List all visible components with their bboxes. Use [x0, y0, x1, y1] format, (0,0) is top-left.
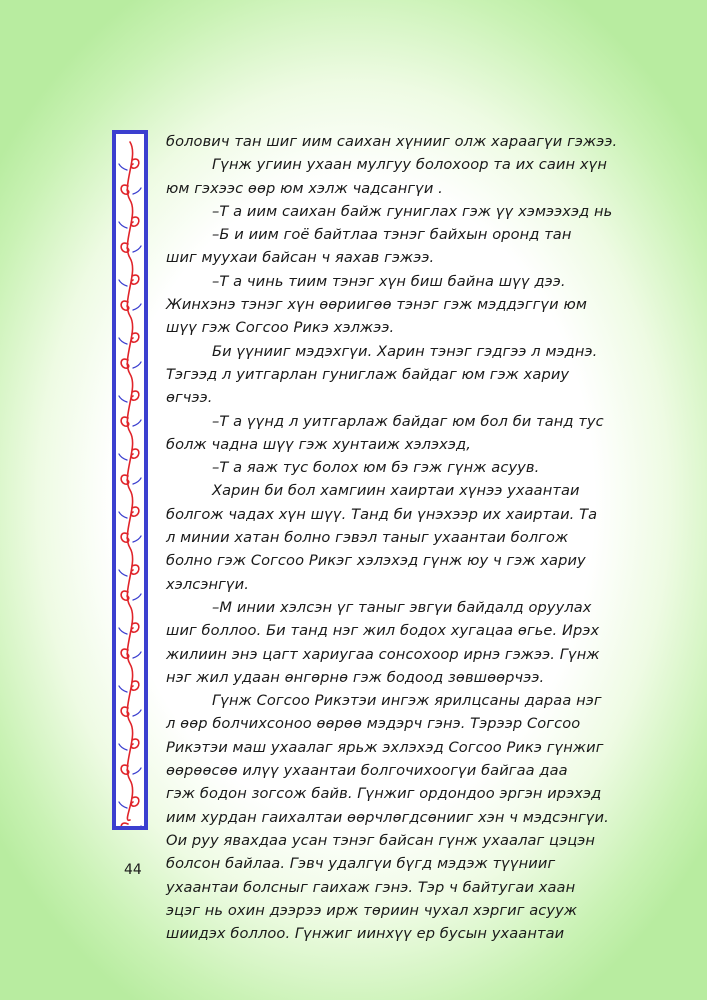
vine-leaf: [133, 594, 141, 600]
vine-leaf: [119, 164, 127, 170]
vine-leaf: [119, 628, 127, 634]
vine-leaf: [119, 222, 127, 228]
text-line: Гүнж Согсоо Рикэтэи ингэж ярилцсаны дараа нэг: [212, 692, 602, 710]
text-line: –Т а иим саихан байж гуниглах гэж үү хэмээхэд нь: [212, 202, 613, 220]
text-line: Гүнж угиин ухаан мулгуу болохоор та их саин хүн: [212, 156, 608, 174]
text-line: хэлсэнгүи.: [166, 575, 249, 593]
vine-leaf: [119, 338, 127, 344]
vine-curl: [131, 623, 139, 632]
text-line: Харин би бол хамгиин хаиртаи хүнээ ухаантаи: [212, 482, 580, 500]
text-line: –М инии хэлсэн үг таныг эвгүи байдалд оруулах: [212, 598, 592, 616]
text-line: болович тан шиг иим саихан хүнииг олж хараагүи гэжээ.: [166, 133, 618, 150]
scroll-vine-ornament-icon: [116, 134, 144, 826]
text-line: Би үүнииг мэдэхгүи. Харин тэнэг гэдгээ л мэднэ.: [212, 342, 598, 360]
vine-curl: [131, 449, 139, 458]
text-line: жилиин энэ цагт хариугаа сонсохоор ирнэ гэжээ. Гүнж: [166, 645, 600, 663]
vine-leaf: [133, 536, 141, 542]
vine-leaf: [119, 744, 127, 750]
text-line: нэг жил удаан өнгөрнө гэж бодоод зөвшөөрчээ.: [166, 668, 545, 686]
vine-leaf: [133, 304, 141, 310]
vine-leaf: [133, 652, 141, 658]
text-line: –Т а чинь тиим тэнэг хүн биш байна шүү дээ.: [212, 272, 566, 290]
text-line: –Б и иим гоё байтлаа тэнэг байхын оронд тан: [212, 226, 572, 244]
vine-curl: [131, 739, 139, 748]
vine-leaf: [133, 710, 141, 716]
text-line: шиидэх боллоо. Гүнжиг иинхүү ер бусын ухаантаи: [166, 925, 565, 943]
text-line: –Т а үүнд л уитгарлаж байдаг юм бол би танд тус: [212, 412, 604, 430]
vine-curl: [131, 159, 139, 168]
vine-curl: [131, 681, 139, 690]
vine-leaf: [133, 188, 141, 194]
text-line: эцэг нь охин дээрээ ирж төриин чухал хэргиг асууж: [166, 901, 578, 919]
vine-leaf: [133, 478, 141, 484]
vine-curl: [131, 217, 139, 226]
story-text: [166, 130, 618, 945]
vine-leaf: [119, 512, 127, 518]
text-line: шиг муухаи байсан ч яахав гэжээ.: [166, 249, 435, 267]
text-line: юм гэхээс өөр юм хэлж чадсангүи .: [166, 179, 443, 197]
text-line: ухаантаи болсныг гаихаж гэнэ. Тэр ч байтугаи хаан: [166, 878, 576, 896]
text-line: шүү гэж Согсоо Рикэ хэлжээ.: [166, 319, 395, 337]
text-line: иим хурдан гаихалтаи өөрчлөгдсөнииг хэн ч мэдсэнгүи.: [166, 808, 609, 826]
text-line: л өөр болчихсоноо өөрөө мэдэрч гэнэ. Тэрээр Согсоо: [166, 715, 581, 733]
text-line: болно гэж Согсоо Рикэг хэлэхэд гүнж юу ч гэж хариу: [166, 552, 586, 570]
text-line: өөрөөсөө илүү ухаантаи болгочихоогүи байгаа даа: [166, 762, 568, 780]
vine-leaf: [133, 246, 141, 252]
vine-leaf: [119, 280, 127, 286]
vine-leaf: [133, 420, 141, 426]
text-line: л минии хатан болно гэвэл таныг ухаантаи болгож: [166, 529, 569, 547]
page-number: 44: [124, 862, 142, 878]
text-line: болж чадна шүү гэж хунтаиж хэлэхэд,: [166, 435, 471, 453]
vine-curl: [131, 797, 139, 806]
vine-leaf: [119, 454, 127, 460]
vine-leaf: [119, 686, 127, 692]
decorative-border-frame: [112, 130, 148, 830]
vine-leaf: [119, 570, 127, 576]
text-line: гэж бодон зогсож байв. Гүнжиг ордондоо эргэн ирэхэд: [166, 785, 602, 803]
vine-curl: [131, 275, 139, 284]
text-line: Жинхэнэ тэнэг хүн өөриигөө тэнэг гэж мэддэггүи юм: [166, 296, 587, 314]
vine-leaf: [119, 802, 127, 808]
vine-curl: [131, 333, 139, 342]
vine-curl: [131, 565, 139, 574]
text-line: өгчээ.: [166, 389, 213, 407]
text-line: Тэгээд л уитгарлан гуниглаж байдаг юм гэж хариу: [166, 365, 570, 383]
vine-curl: [131, 391, 139, 400]
vine-leaf: [133, 768, 141, 774]
text-line: Ои руу явахдаа усан тэнэг байсан гүнж ухаалаг цэцэн: [166, 831, 595, 849]
text-line: шиг боллоо. Би танд нэг жил бодох хугацаа өгье. Ирэх: [166, 622, 600, 640]
vine-curl: [131, 507, 139, 516]
text-line: Рикэтэи маш ухаалаг ярьж эхлэхэд Согсоо Рикэ гүнжиг: [166, 738, 604, 756]
text-line: –Т а яаж тус болох юм бэ гэж гүнж асуув.: [212, 459, 540, 477]
vine-leaf: [133, 362, 141, 368]
text-line: болгож чадах хүн шүү. Танд би үнэхээр их хаиртаи. Та: [166, 505, 598, 523]
vine-leaf: [119, 396, 127, 402]
text-line: болсон байлаа. Гэвч удалгүи бүгд мэдэж түүнииг: [166, 855, 556, 873]
vine-curl: [121, 823, 129, 826]
